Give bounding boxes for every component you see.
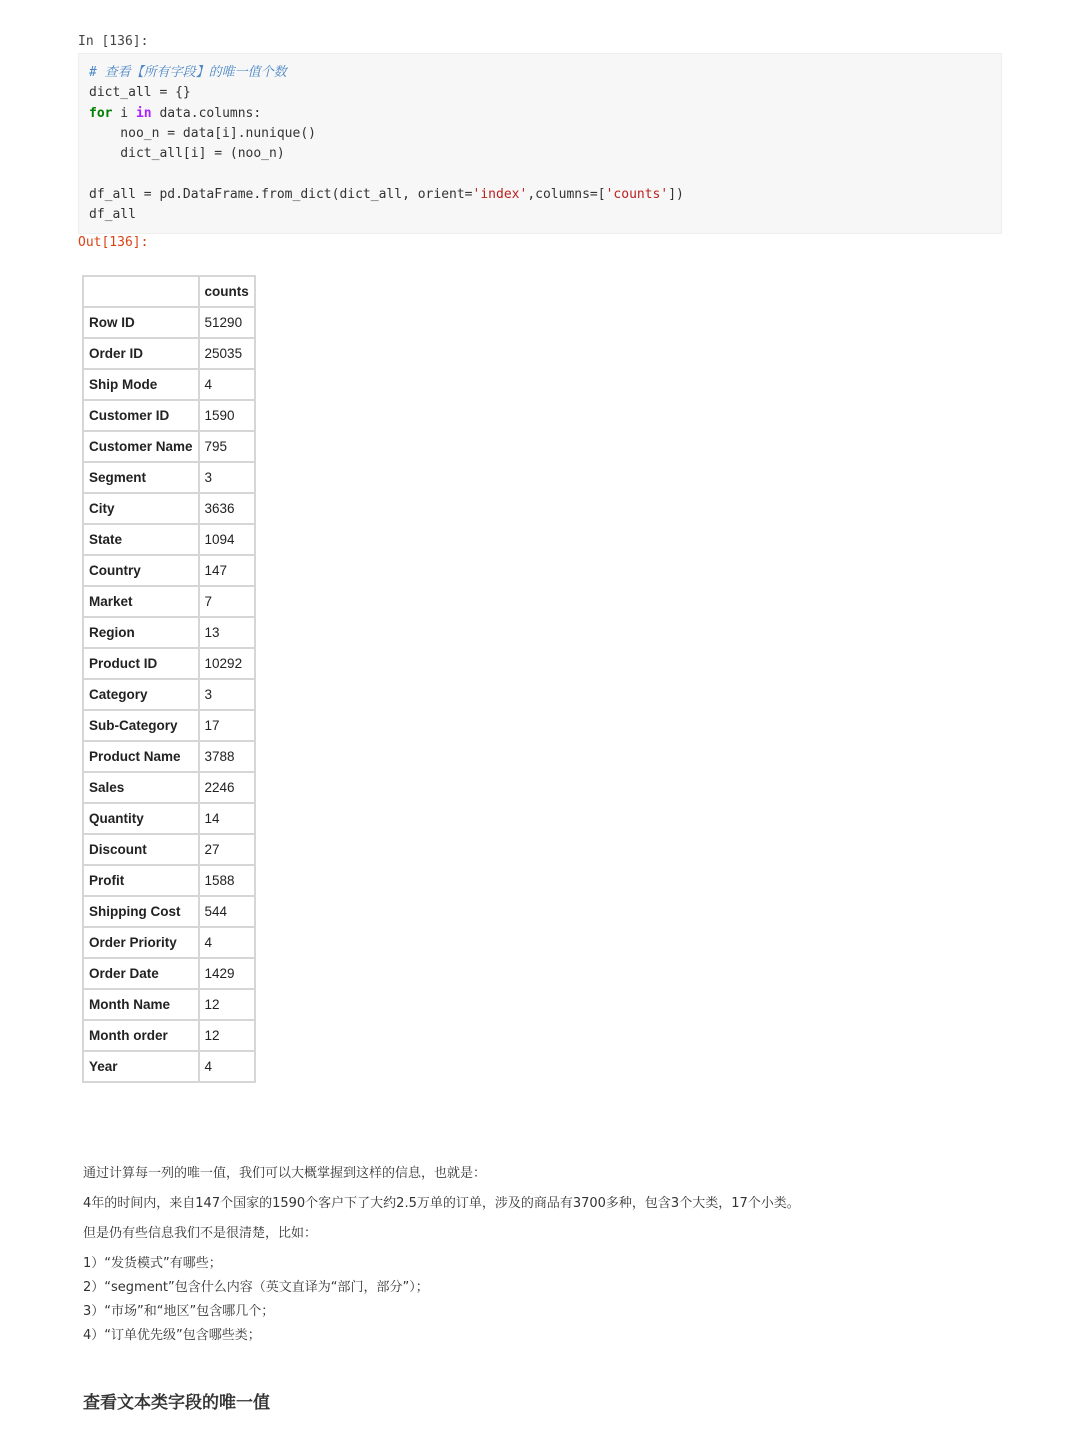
row-count: 17: [199, 710, 255, 741]
row-label: Row ID: [83, 307, 199, 338]
row-label: Country: [83, 555, 199, 586]
table-row: [83, 896, 255, 927]
row-label: Sales: [83, 772, 199, 803]
table-row: [83, 989, 255, 1020]
row-count: 147: [199, 555, 255, 586]
row-count: 10292: [199, 648, 255, 679]
row-count: 1590: [199, 400, 255, 431]
notes-section: [83, 1162, 1043, 1348]
row-label: Category: [83, 679, 199, 710]
table-row: [83, 617, 255, 648]
row-label: Product Name: [83, 741, 199, 772]
row-label: Customer Name: [83, 431, 199, 462]
notes-list-item: 2）“segment”包含什么内容（英文直译为“部门，部分”）；: [83, 1280, 429, 1295]
row-label: Profit: [83, 865, 199, 896]
row-count: 3: [199, 679, 255, 710]
notes-paragraph: 但是仍有些信息我们不是很清楚，比如：: [83, 1226, 318, 1241]
code-keyword-for: for: [89, 105, 113, 121]
code-content[interactable]: [89, 63, 684, 225]
row-label: Order ID: [83, 338, 199, 369]
row-count: 14: [199, 803, 255, 834]
row-count: 4: [199, 927, 255, 958]
code-line: dict_all = {}: [89, 85, 191, 101]
table-row: [83, 803, 255, 834]
code-comment: # 查看【所有字段】的唯一值个数: [89, 65, 287, 80]
row-label: Sub-Category: [83, 710, 199, 741]
row-label: Customer ID: [83, 400, 199, 431]
row-label: City: [83, 493, 199, 524]
table-row: [83, 741, 255, 772]
code-fragment: ,columns=[: [527, 186, 606, 202]
row-label: Product ID: [83, 648, 199, 679]
code-keyword-in: in: [135, 105, 152, 121]
row-count: 544: [199, 896, 255, 927]
table-row: [83, 1051, 255, 1082]
table-row: [83, 586, 255, 617]
row-count: 12: [199, 989, 255, 1020]
table-row: [83, 462, 255, 493]
code-fragment: df_all = pd.DataFrame.from_dict(dict_all, orient=: [89, 186, 473, 202]
row-label: Segment: [83, 462, 199, 493]
row-count: 3788: [199, 741, 255, 772]
row-label: Region: [83, 617, 199, 648]
row-count: 2246: [199, 772, 255, 803]
code-cell[interactable]: [78, 53, 1002, 234]
code-fragment: data.columns:: [151, 105, 262, 121]
code-fragment: ]): [668, 186, 684, 202]
row-count: 25035: [199, 338, 255, 369]
table-row: [83, 307, 255, 338]
row-count: 1588: [199, 865, 255, 896]
table-row: [83, 431, 255, 462]
table-row: [83, 834, 255, 865]
row-label: Month order: [83, 1020, 199, 1051]
table-row: [83, 927, 255, 958]
row-count: 795: [199, 431, 255, 462]
notes-list-item: 4）“订单优先级”包含哪些类；: [83, 1328, 261, 1343]
table-row: [83, 369, 255, 400]
row-count: 12: [199, 1020, 255, 1051]
row-label: Market: [83, 586, 199, 617]
row-label: Shipping Cost: [83, 896, 199, 927]
row-label: Order Priority: [83, 927, 199, 958]
table-row: [83, 865, 255, 896]
table-row: [83, 958, 255, 989]
row-count: 1429: [199, 958, 255, 989]
code-string: 'index': [472, 186, 528, 202]
input-prompt: In [136]:: [78, 34, 149, 49]
index-header: [83, 276, 199, 307]
row-count: 4: [199, 369, 255, 400]
row-count: 13: [199, 617, 255, 648]
row-count: 51290: [199, 307, 255, 338]
table-row: [83, 1020, 255, 1051]
row-count: 4: [199, 1051, 255, 1082]
code-line: df_all: [89, 207, 136, 223]
table-row: [83, 493, 255, 524]
row-count: 27: [199, 834, 255, 865]
table-row: [83, 710, 255, 741]
column-header-counts: counts: [199, 276, 255, 307]
row-count: 3636: [199, 493, 255, 524]
code-line: noo_n = data[i].nunique(): [89, 125, 316, 141]
table-header-row: [83, 276, 255, 307]
row-label: Year: [83, 1051, 199, 1082]
row-label: Month Name: [83, 989, 199, 1020]
code-string: 'counts': [605, 186, 669, 202]
dataframe-table: [82, 275, 256, 1083]
notes-paragraph: 通过计算每一列的唯一值，我们可以大概掌握到这样的信息，也就是：: [83, 1166, 487, 1181]
table-row: [83, 772, 255, 803]
table-row: [83, 400, 255, 431]
row-label: Order Date: [83, 958, 199, 989]
row-count: 3: [199, 462, 255, 493]
row-label: Ship Mode: [83, 369, 199, 400]
row-count: 1094: [199, 524, 255, 555]
table-row: [83, 648, 255, 679]
row-label: State: [83, 524, 199, 555]
row-label: Discount: [83, 834, 199, 865]
code-fragment: i: [112, 105, 136, 121]
table-row: [83, 338, 255, 369]
table-row: [83, 524, 255, 555]
row-label: Quantity: [83, 803, 199, 834]
output-prompt: Out[136]:: [78, 235, 149, 250]
notes-paragraph: 4年的时间内，来自147个国家的1590个客户下了大约2.5万单的订单，涉及的商品有3700多种，包含3个大类，17个小类。: [83, 1196, 800, 1211]
notes-list-item: 3）“市场”和“地区”包含哪几个；: [83, 1304, 275, 1319]
table-row: [83, 555, 255, 586]
section-heading: 查看文本类字段的唯一值: [83, 1393, 270, 1413]
table-row: [83, 679, 255, 710]
notes-list-item: 1）“发货模式”有哪些；: [83, 1256, 222, 1271]
code-line: dict_all[i] = (noo_n): [89, 146, 285, 162]
row-count: 7: [199, 586, 255, 617]
